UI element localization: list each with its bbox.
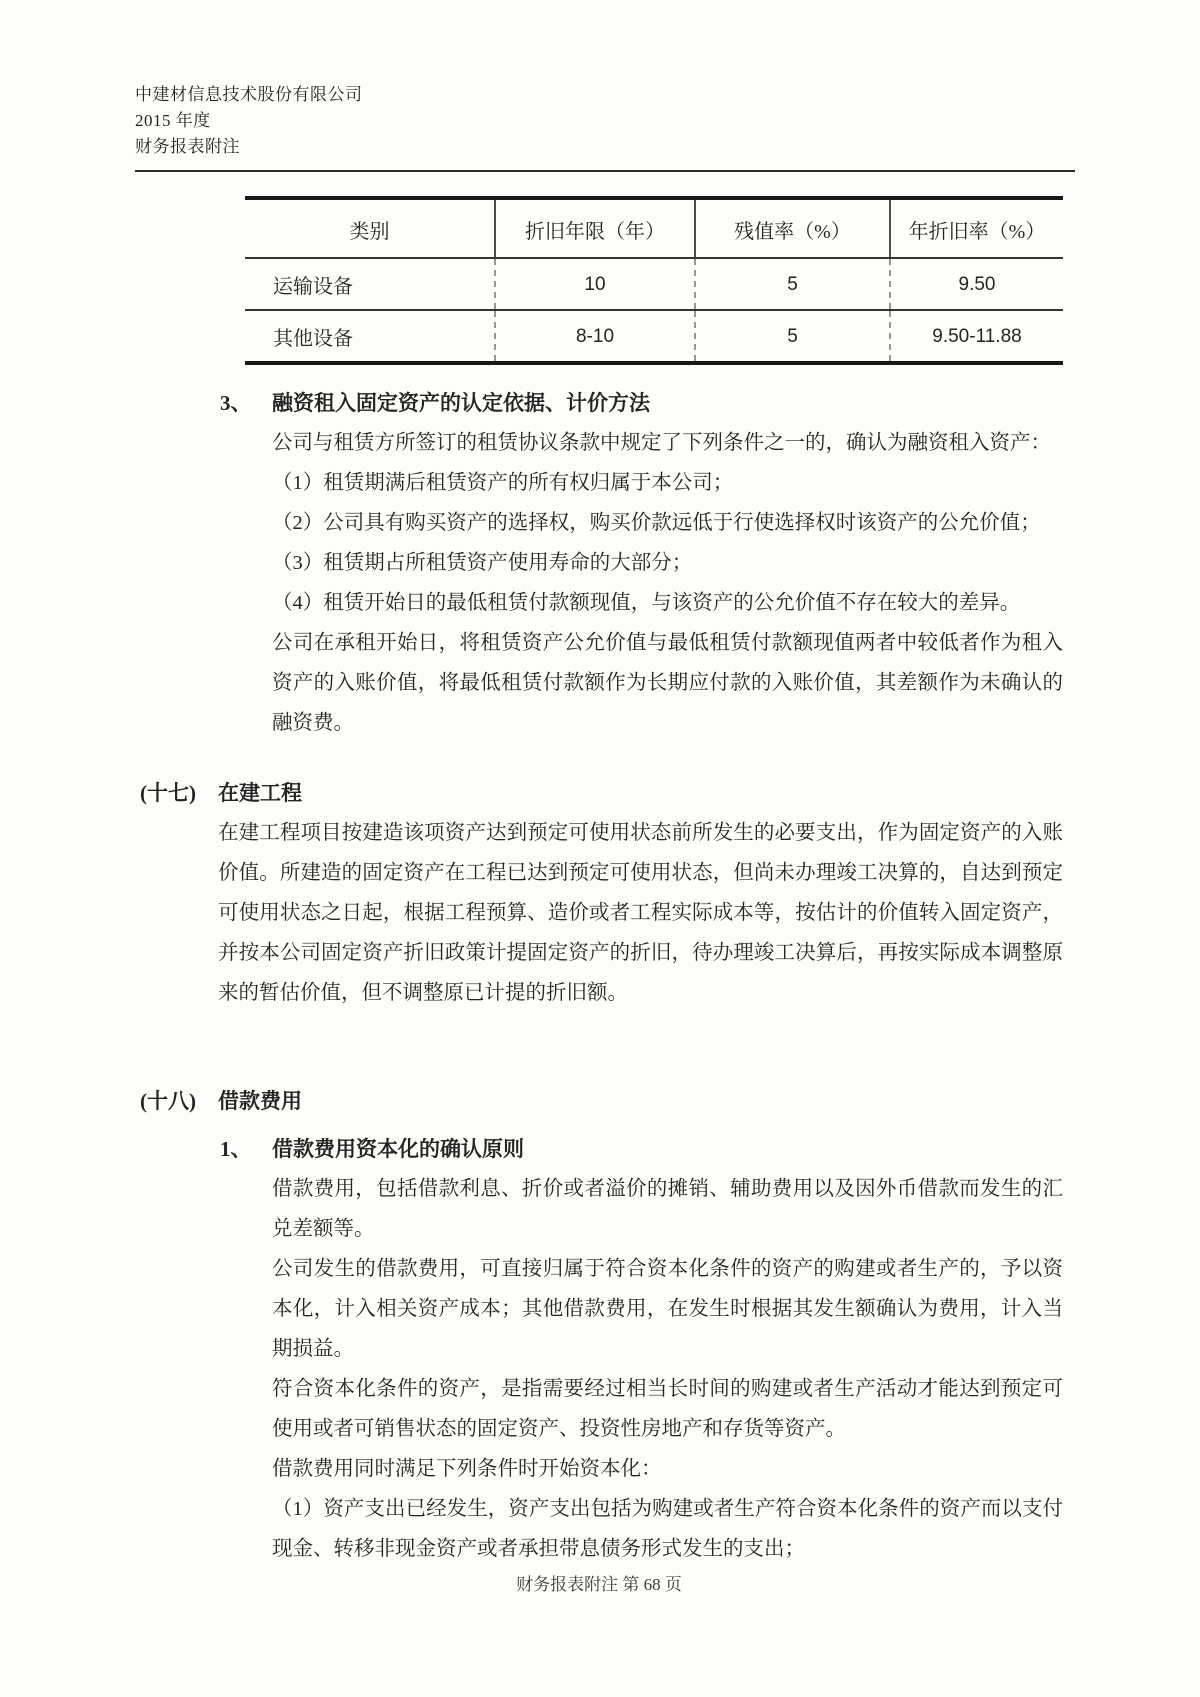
document-header [135, 0, 1075, 172]
cell-category: 运输设备 [273, 276, 353, 298]
paragraph: 在建工程项目按建造该项资产达到预定可使用状态前所发生的必要支出，作为固定资产的入账价值。所建造的固定资产在工程已达到预定可使用状态，但尚未办理竣工决算的，自达到预定可使用状态之日起，根据工程预算、造价或者工程实际成本等，按估计的价值转入固定资产，并按本公司固定资产折旧政策计提固定资产的折旧，待办理竣工决算后，再按实际成本调整原来的暂估价值，但不调整原已计提的折旧额。 [218, 822, 1063, 1004]
footer-text: 财务报表附注 第 68 页 [516, 1575, 682, 1594]
section-3-body [272, 423, 1063, 743]
doc-title: 财务报表附注 [135, 137, 240, 156]
depreciation-table-wrapper [245, 196, 1063, 365]
col-header-category: 类别 [245, 198, 495, 258]
section-18-title: 借款费用 [218, 1089, 302, 1113]
section-17-number: (十七) [140, 781, 196, 805]
section-17-title: 在建工程 [218, 781, 302, 805]
paragraph: 公司与租赁方所签订的租赁协议条款中规定了下列条件之一的，确认为融资租入资产： [272, 432, 1051, 454]
section-3-title: 融资租入固定资产的认定依据、计价方法 [272, 391, 650, 415]
subsection-1-number: 1、 [220, 1137, 252, 1161]
list-item-2: （2）公司具有购买资产的选择权，购买价款远低于行使选择权时该资产的公允价值； [272, 512, 1041, 534]
cell-category: 其他设备 [245, 310, 495, 363]
section-3-heading [220, 383, 1063, 423]
depreciation-table [245, 196, 1063, 365]
section-18-heading [140, 1081, 1063, 1121]
list-item-4: （4）租赁开始日的最低租赁付款额现值，与该资产的公允价值不存在较大的差异。 [272, 592, 1021, 614]
subsection-1-body [272, 1169, 1063, 1569]
col-header-annual-rate: 年折旧率（%） [890, 198, 1063, 258]
table-row-other-equipment [245, 310, 1063, 363]
list-item-1: （1）资产支出已经发生，资产支出包括为购建或者生产符合资本化条件的资产而以支付现金、转移非现金资产或者承担带息债务形式发生的支出； [272, 1498, 1063, 1560]
col-header-depreciation-life: 折旧年限（年） [495, 198, 695, 258]
section-3-finance-lease [0, 383, 1200, 743]
cell-life: 10 [495, 258, 695, 310]
paragraph: 公司在承租开始日，将租赁资产公允价值与最低租赁付款额现值两者中较低者作为租入资产的入账价值，将最低租赁付款额作为长期应付款的入账价值，其差额作为未确认的融资费。 [272, 632, 1063, 734]
subsection-1-heading [220, 1129, 1063, 1169]
cell-life: 8-10 [495, 310, 695, 363]
section-18-number: (十八) [140, 1089, 196, 1113]
cell-residual: 5 [695, 258, 890, 310]
section-17-body [218, 813, 1063, 1013]
paragraph: 公司发生的借款费用，可直接归属于符合资本化条件的资产的购建或者生产的，予以资本化，计入相关资产成本；其他借款费用，在发生时根据其发生额确认为费用，计入当期损益。 [272, 1258, 1063, 1360]
paragraph: 借款费用，包括借款利息、折价或者溢价的摊销、辅助费用以及因外币借款而发生的汇兑差额等。 [272, 1178, 1063, 1240]
paragraph: 符合资本化条件的资产，是指需要经过相当长时间的购建或者生产活动才能达到预定可使用或者可销售状态的固定资产、投资性房地产和存货等资产。 [272, 1378, 1063, 1440]
company-name: 中建材信息技术股份有限公司 [135, 85, 363, 104]
list-item-1: （1）租赁期满后租赁资产的所有权归属于本公司； [272, 472, 734, 494]
list-item-3: （3）租赁期占所租赁资产使用寿命的大部分； [272, 552, 693, 574]
cell-residual: 5 [695, 310, 890, 363]
page-footer [135, 1572, 1063, 1598]
subsection-1-title: 借款费用资本化的确认原则 [272, 1137, 524, 1161]
section-18-borrowing-costs [0, 1081, 1200, 1569]
table-row-transport-equipment [245, 258, 1063, 310]
cell-rate: 9.50-11.88 [890, 310, 1063, 363]
section-17-heading [140, 773, 1063, 813]
col-header-residual-rate: 残值率（%） [695, 198, 890, 258]
section-17-construction-in-progress [0, 773, 1200, 1013]
fiscal-year: 2015 年度 [135, 111, 211, 130]
section-3-number: 3、 [220, 391, 252, 415]
paragraph: 借款费用同时满足下列条件时开始资本化： [272, 1458, 662, 1480]
table-header-row [245, 198, 1063, 258]
cell-rate: 9.50 [890, 258, 1063, 310]
